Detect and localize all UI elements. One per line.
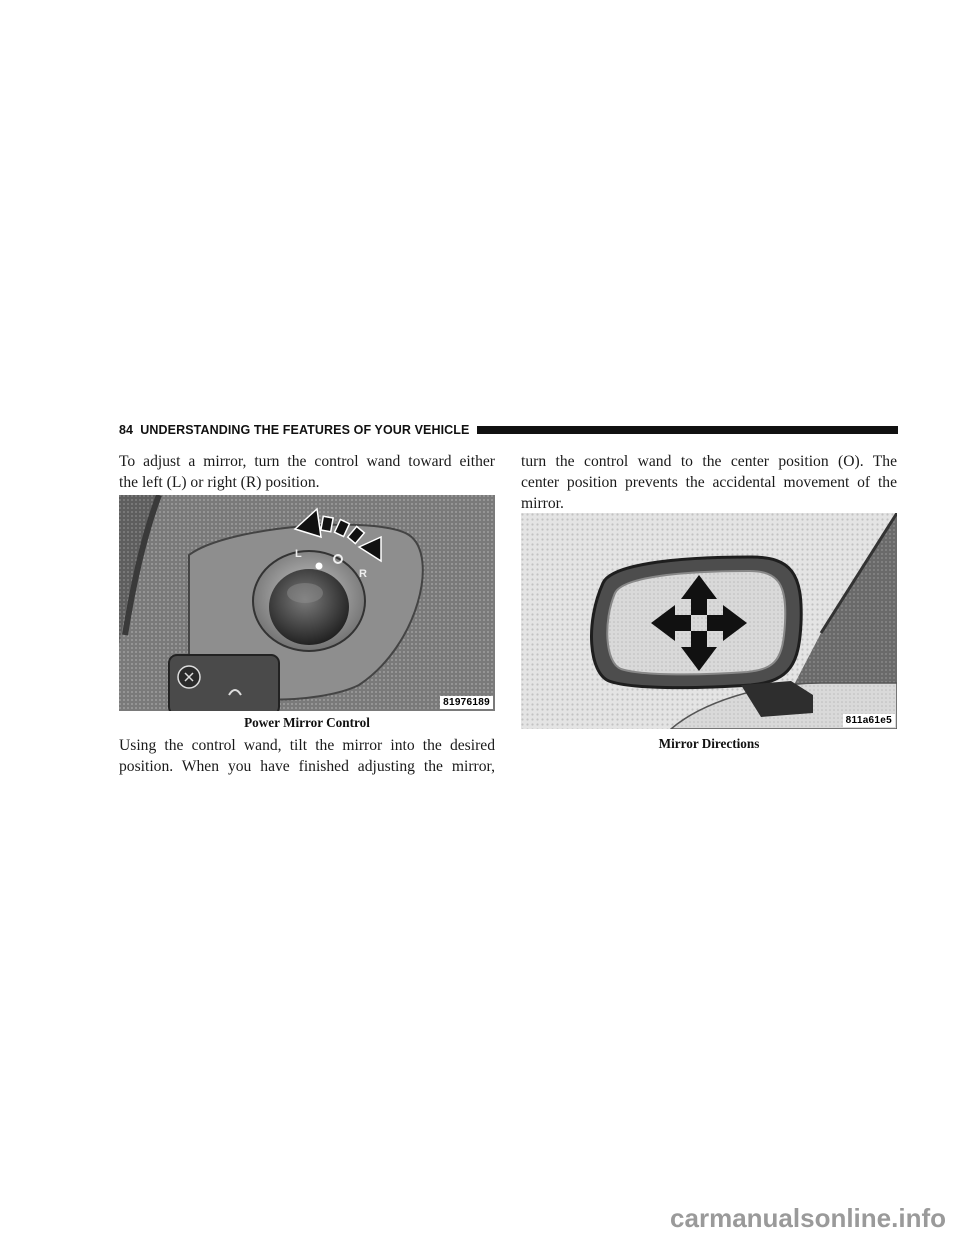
text-line: To adjust a mirror, turn the control wand toward either — [119, 453, 495, 470]
paragraph-center-position — [521, 451, 897, 514]
text-line: turn the control wand to the center position (O). The — [521, 453, 897, 470]
page-number: 84 — [119, 423, 134, 437]
text-line: mirror. — [521, 495, 564, 512]
switch-letter-right: R — [359, 568, 367, 580]
mirror-directions-figure — [521, 513, 897, 729]
text-line: the left (L) or right (R) position. — [119, 474, 320, 491]
figure-caption-mirror-directions: Mirror Directions — [658, 736, 760, 751]
figure-caption-power-mirror: Power Mirror Control — [244, 715, 370, 730]
paragraph-adjust-mirror — [119, 451, 495, 493]
figure-code-label: 811a61e5 — [843, 714, 895, 727]
paragraph-tilt-mirror — [119, 735, 495, 777]
running-header — [119, 419, 898, 441]
switch-letter-left: L — [295, 548, 302, 560]
text-line: center position prevents the accidental movement of the — [521, 474, 897, 491]
header-text — [119, 423, 469, 437]
text-line: Using the control wand, tilt the mirror into the desired — [119, 737, 495, 754]
site-watermark: carmanualsonline.info — [670, 1203, 946, 1233]
text-line: position. When you have finished adjusting the mirror, — [119, 758, 495, 775]
section-title: UNDERSTANDING THE FEATURES OF YOUR VEHICLE — [140, 423, 470, 437]
header-rule — [477, 426, 898, 434]
mirror-directions-illustration — [521, 513, 897, 729]
power-mirror-control-illustration — [119, 495, 495, 711]
figure-code-label: 81976189 — [440, 696, 493, 709]
power-mirror-control-figure — [119, 495, 495, 711]
